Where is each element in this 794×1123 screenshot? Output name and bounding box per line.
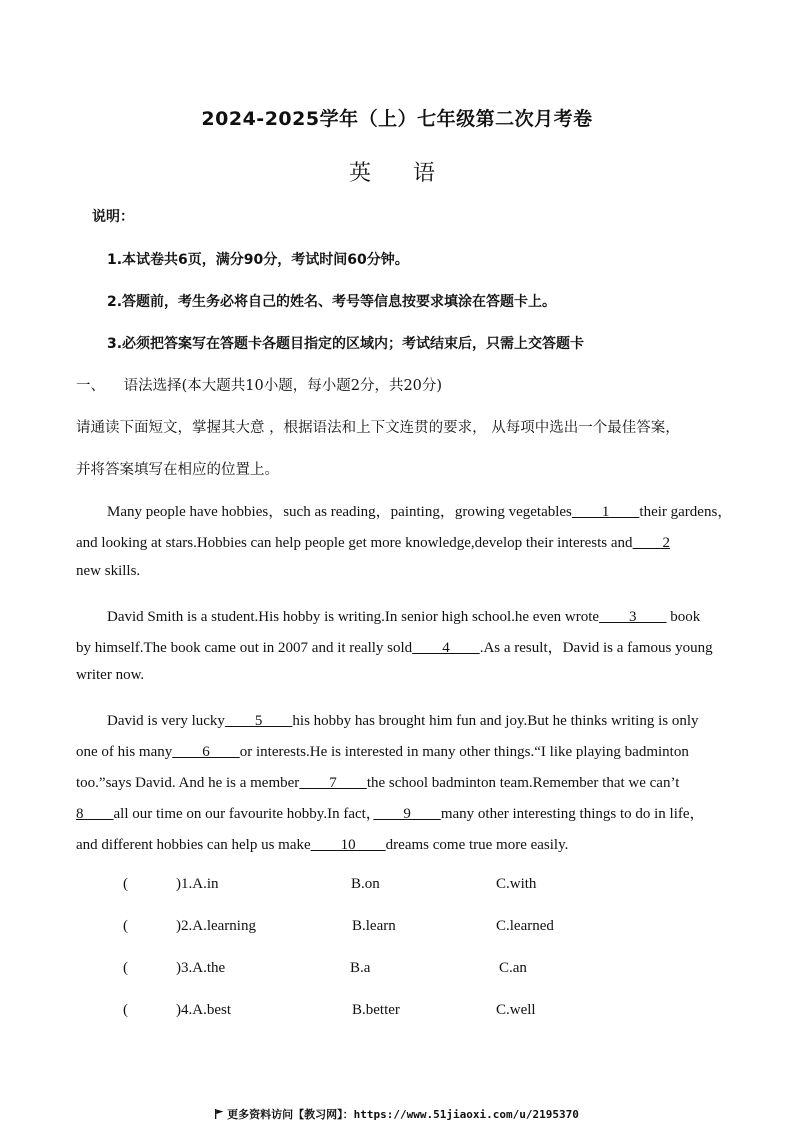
passage-text: and looking at stars.Hobbies can help people get more knowledge,develop their interests and [76,535,633,551]
passage-line: writer now. [76,667,145,683]
passage-line [76,802,705,823]
passage-text: book [666,609,701,625]
passage-text: David is very lucky [107,713,225,729]
instructions-label: 说明： [92,209,134,225]
passage-line [107,500,732,521]
section-heading [76,374,442,395]
section-heading-text: 语法选择(本大题共10小题，每小题2分，共20分) [123,378,443,394]
option-b: B.better [352,1002,400,1018]
blank-3: 3 [599,609,667,625]
blank-5: 5 [224,713,293,729]
passage-line [107,605,700,626]
section-direction: 请通读下面短文，掌握其大意 ，根据语法和上下文连贯的要求， 从每项中选出一个最佳答案， [76,420,680,436]
option-b: B.on [351,876,380,892]
blank-4: 4 [412,640,480,656]
flag-icon [215,1109,224,1119]
option-a: )2.A.learning [176,918,256,934]
footer-text: 更多资料访问【教习网】：https://www.51jiaoxi.com/u/2195370 [227,1108,579,1121]
answer-paren: ( [123,960,128,976]
blank-1: 1 [571,504,640,520]
passage-line: new skills. [76,563,141,579]
passage-text: or interests.He is interested in many other things.“I like playing badminton [239,744,689,760]
section-number: 一、 [76,378,105,394]
option-a: )4.A.best [176,1002,231,1018]
instruction-item: 2.答题前，考生务必将自己的姓名、考号等信息按要求填涂在答题卡上。 [107,294,557,310]
passage-text: .As a result，David is a famous young [479,640,713,656]
blank-10: 10 [310,837,386,853]
passage-text: his hobby has brought him fun and joy.But he thinks writing is only [292,713,699,729]
answer-paren: ( [123,918,128,934]
option-c: C.an [499,960,527,976]
option-a: )3.A.the [176,960,226,976]
answer-paren: ( [123,876,128,892]
answer-paren: ( [123,1002,128,1018]
blank-6: 6 [172,744,240,760]
blank-9: 9 [373,806,441,822]
passage-line [76,833,568,854]
blank-2: 2 [632,535,671,551]
blank-7: 7 [299,775,367,791]
option-b: B.learn [352,918,396,934]
passage-text: by himself.The book came out in 2007 and it really sold [76,640,413,656]
footer-link[interactable] [0,1106,794,1122]
passage-text: too.”says David. And he is a member [76,775,300,791]
passage-line [76,636,713,657]
option-a: )1.A.in [176,876,219,892]
subject-title: 英 语 [348,161,445,186]
passage-text: dreams come true more easily. [385,837,569,853]
passage-line [76,740,689,761]
passage-line [76,531,670,552]
option-c: C.learned [496,918,554,934]
passage-text: one of his many [76,744,173,760]
option-c: C.well [496,1002,536,1018]
section-direction: 并将答案填写在相应的位置上。 [76,462,279,478]
option-c: C.with [496,876,537,892]
passage-text: Many people have hobbies，such as reading，painting，growing vegetables [107,504,572,520]
passage-text: all our time on our favourite hobby.In fact， [113,806,374,822]
passage-text: the school badminton team.Remember that we can’t [366,775,680,791]
passage-text: David Smith is a student.His hobby is writing.In senior high school.he even wrote [107,609,600,625]
passage-text: and different hobbies can help us make [76,837,311,853]
instruction-item: 3.必须把答案写在答题卡各题目指定的区域内；考试结束后，只需上交答题卡 [107,336,585,352]
passage-text: many other interesting things to do in life， [440,806,705,822]
blank-8: 8 [76,806,114,822]
instruction-item: 1.本试卷共6页，满分90分，考试时间60分钟。 [107,252,409,268]
option-b: B.a [350,960,371,976]
passage-line [76,771,679,792]
passage-line [107,709,699,730]
page-title: 2024-2025学年（上）七年级第二次月考卷 [201,108,593,130]
passage-text: their gardens， [639,504,733,520]
